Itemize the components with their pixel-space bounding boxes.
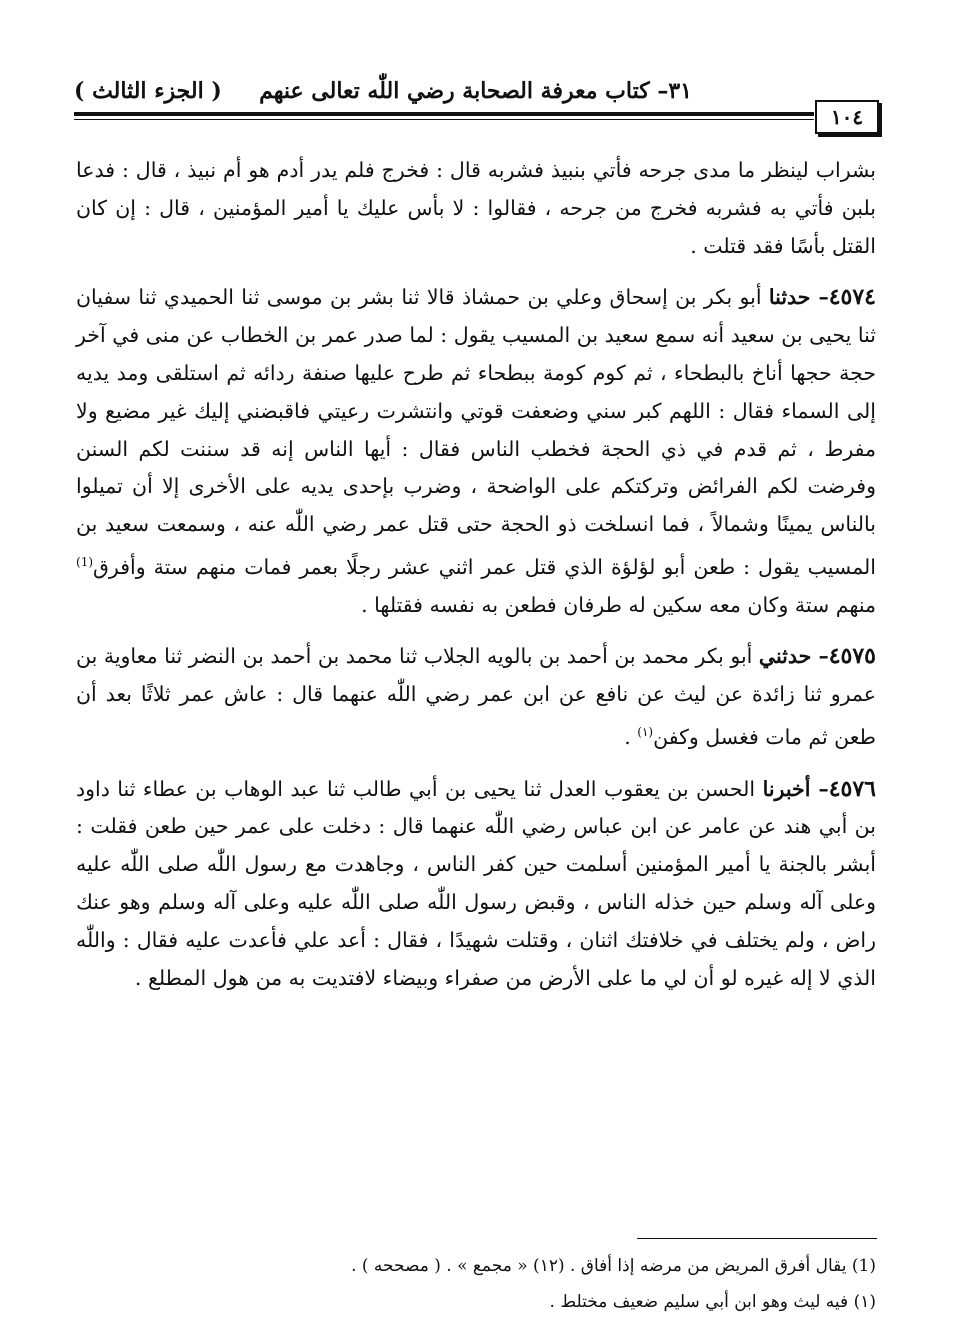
footnote-marker: (١) bbox=[637, 724, 654, 739]
footnote-marker: (1) bbox=[76, 554, 94, 569]
hadith-lead: – أخبرنا bbox=[762, 776, 829, 801]
hadith-text-tail: منهم ستة وكان معه سكين له طرفان فطعن به نفسه فقتلها . bbox=[361, 592, 876, 617]
hadith-number: ٤٥٧٦ bbox=[828, 775, 876, 802]
page-number: ١٠٤ bbox=[815, 100, 879, 134]
hadith-text-tail: . bbox=[624, 724, 638, 749]
hadith-lead: – حدثنا bbox=[768, 285, 829, 310]
hadith-lead: – حدثني bbox=[758, 644, 829, 669]
hadith-4574 bbox=[76, 279, 876, 624]
paragraph-continuation bbox=[76, 152, 876, 265]
hadith-text: أبو بكر بن إسحاق وعلي بن حمشاذ قالا ثنا بشر بن موسى ثنا الحميدي ثنا سفيان ثنا يحيى بن سعيد أنه سمع سعيد بن المسيب يقول : لما صدر عمر بن الخطاب عن منى في آخر حجة حجها أناخ بالبطحاء ، ثم كوم كومة ببطحاء ثم طرح عليها صنفة ردائه ثم استلقى ومد يديه إلى السماء فقال : اللهم كبر سني وضعفت قوتي وانتشرت رعيتي فاقبضني إليك غير مضيع ولا مفرط ، ثم قدم في ذي الحجة فخطب الناس فقال : أيها الناس إنه قد سننت لكم السنن وفرضت لكم الفرائض وتركتكم على الواضحة ، وضرب بإحدى يديه على الأخرى إلا أن تميلوا بالناس يمينًا وشمالاً ، فما انسلخت ذو الحجة حتى قتل عمر رضي اللّٰه عنه ، وسمعت سعيد بن المسيب يقول : طعن أبو لؤلؤة الذي قتل عمر اثني عشر رجلًا بعمر فمات منهم ستة وأفرق bbox=[76, 285, 876, 579]
chapter-title: ٣١– كتاب معرفة الصحابة رضي اللّٰه تعالى عنهم bbox=[259, 78, 692, 104]
hadith-text: الحسن بن يعقوب العدل ثنا يحيى بن أبي طالب ثنا عبد الوهاب بن عطاء ثنا داود بن أبي هند عن عامر عن ابن عباس رضي اللّٰه عنهما قال : دخلت على عمر حين طعن فقلت : أبشر بالجنة يا أمير المؤمنين أسلمت حين كفر الناس ، وجاهدت مع رسول اللّٰه صلى اللّٰه عليه وعلى آله وسلم حين خذله الناس ، وقبض رسول اللّٰه صلى اللّٰه عليه وعلى آله وسلم وهو عنك راض ، ولم يختلف في خلافتك اثنان ، وقتلت شهيدًا ، فقال : أعد علي فأعدت عليه فقال : واللّٰه الذي لا إله غيره لو أن لي ما على الأرض من صفراء وبيضاء لافتديت به من هول المطلع . bbox=[76, 776, 876, 990]
header-rule-thick bbox=[74, 112, 814, 116]
footnote-2: (١) فيه ليث وهو ابن أبي سليم ضعيف مختلط . bbox=[549, 1292, 876, 1312]
header-rule-thin bbox=[74, 119, 814, 120]
hadith-4576 bbox=[76, 771, 876, 998]
hadith-number: ٤٥٧٤ bbox=[828, 284, 876, 311]
footnote-1: (1) يقال أفرق المريض من مرضه إذا أفاق . (١٢) « مجمع » . ( مصححه ) . bbox=[351, 1256, 876, 1276]
paragraph-text: بشراب لينظر ما مدى جرحه فأتي بنبيذ فشربه قال : فخرج فلم يدر أدم هو أم نبيذ ، قال : فدعا بلبن فأتي به فشربه فخرج من جرحه ، فقالوا : لا بأس عليك يا أمير المؤمنين ، قال : إن كان القتل بأسًا فقد قتلت . bbox=[76, 158, 876, 258]
hadith-4575 bbox=[76, 638, 876, 756]
volume-label: ( الجزء الثالث ) bbox=[74, 78, 222, 104]
footnote-rule bbox=[637, 1238, 877, 1239]
main-text bbox=[76, 152, 876, 1011]
hadith-number: ٤٥٧٥ bbox=[828, 643, 876, 670]
footnotes bbox=[76, 1248, 876, 1320]
hadith-text: أبو بكر محمد بن أحمد بن بالويه الجلاب ثنا محمد بن أحمد بن النضر ثنا معاوية بن عمرو ثنا زائدة عن ليث عن نافع عن ابن عمر رضي اللّٰه عنهما قال : عاش عمر ثلاثًا بعد أن طعن ثم مات فغسل وكفن bbox=[76, 644, 876, 749]
page-header bbox=[74, 72, 882, 112]
